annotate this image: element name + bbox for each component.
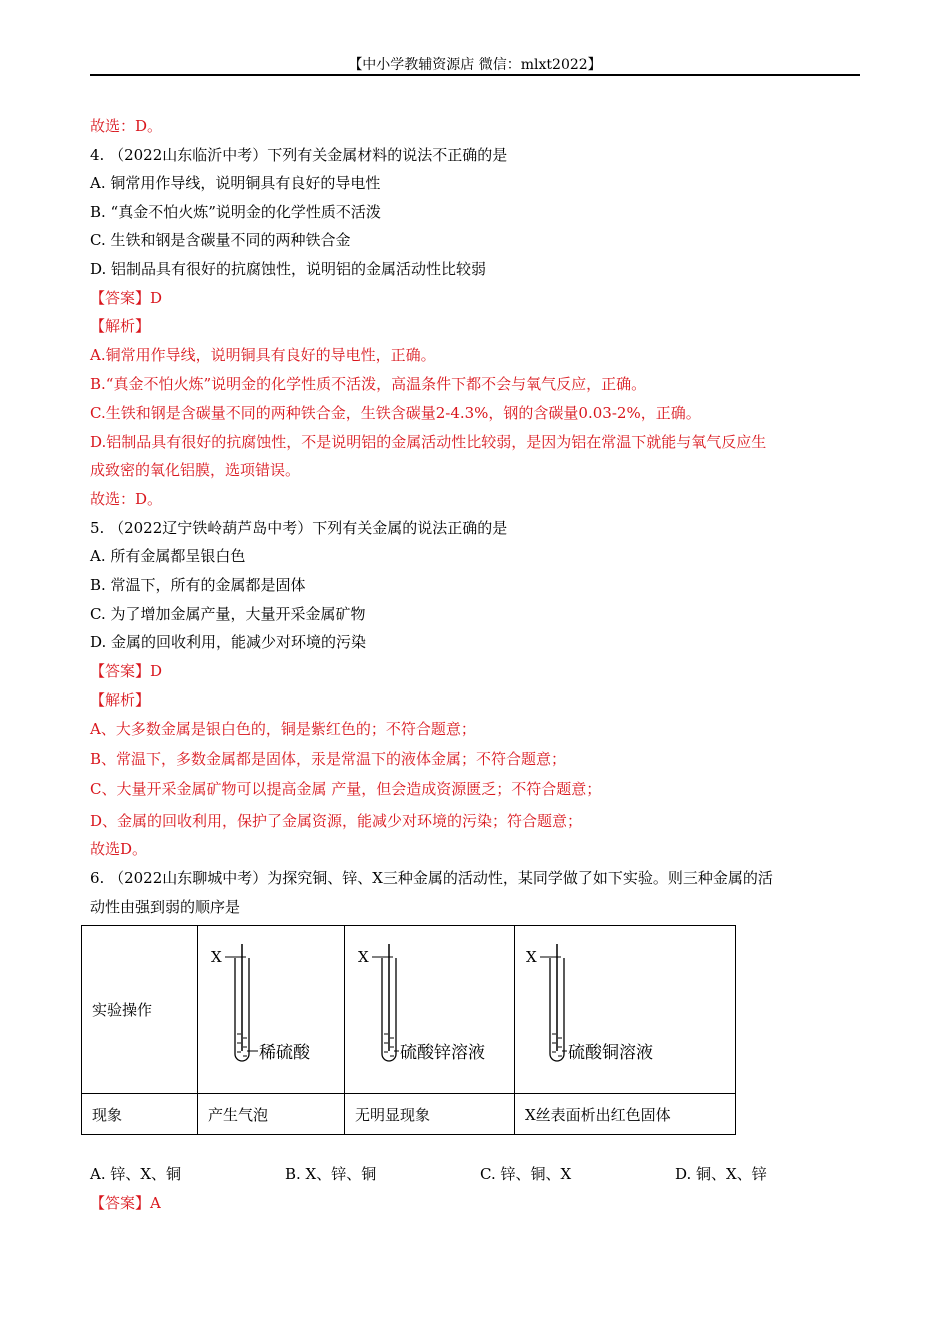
phenomenon-cell: 无明显现象 <box>345 1094 515 1135</box>
text-line: A. 所有金属都呈银白色 <box>90 547 246 565</box>
text-line: D、金属的回收利用，保护了金属资源，能减少对环境的污染；符合题意； <box>90 812 583 830</box>
option-b: B. X、锌、铜 <box>285 1165 377 1183</box>
text-line: 【答案】D <box>90 289 163 307</box>
text-line: D.铝制品具有很好的抗腐蚀性，不是说明铝的金属活动性比较弱，是因为铝在常温下就能与氧气反应生 <box>90 433 767 451</box>
test-tube-diagram <box>345 926 515 1093</box>
solution-label: 硫酸锌溶液 <box>400 1043 485 1063</box>
text-line: C、大量开采金属矿物可以提高金属 产量，但会造成资源匮乏；不符合题意； <box>90 780 602 798</box>
test-tube-diagram <box>198 926 345 1093</box>
text-line: B.“真金不怕火炼”说明金的化学性质不活泼，高温条件下都不会与氧气反应，正确。 <box>90 375 647 393</box>
option-c: C. 锌、铜、X <box>480 1165 572 1183</box>
text-line: B. “真金不怕火炼”说明金的化学性质不活泼 <box>90 203 381 221</box>
text-line: C.生铁和钢是含碳量不同的两种铁合金，生铁含碳量2-4.3%，钢的含碳量0.03-2%，正确。 <box>90 404 701 422</box>
option-d: D. 铜、X、锌 <box>675 1165 767 1183</box>
text-line: 动性由强到弱的顺序是 <box>90 898 241 916</box>
metal-label: X <box>211 948 222 966</box>
text-line: A. 铜常用作导线，说明铜具有良好的导电性 <box>90 174 381 192</box>
row-label-operation: 实验操作 <box>82 926 198 1094</box>
experiment-cell <box>198 926 345 1094</box>
row-label-phenomenon: 现象 <box>82 1094 198 1135</box>
text-line: C. 生铁和钢是含碳量不同的两种铁合金 <box>90 231 351 249</box>
test-tube-diagram <box>515 926 736 1093</box>
text-line: B、常温下，多数金属都是固体，汞是常温下的液体金属；不符合题意； <box>90 750 567 768</box>
text-line: 【解析】 <box>90 691 151 709</box>
solution-label: 硫酸铜溶液 <box>568 1043 653 1063</box>
experiment-cell <box>345 926 515 1094</box>
solution-label: 稀硫酸 <box>259 1043 310 1063</box>
text-line: A、大多数金属是银白色的，铜是紫红色的；不符合题意； <box>90 720 476 738</box>
text-line: 6. （2022山东聊城中考）为探究铜、锌、X三种金属的活动性，某同学做了如下实验。则三种金属的活 <box>90 869 773 887</box>
text-line: 成致密的氧化铝膜，选项错误。 <box>90 461 301 479</box>
experiment-table <box>81 925 736 1135</box>
phenomenon-cell: X丝表面析出红色固体 <box>515 1094 736 1135</box>
text-line: 【解析】 <box>90 317 151 335</box>
text-line: 【答案】D <box>90 662 163 680</box>
answer-label: 【答案】A <box>90 1194 161 1212</box>
header-rule <box>90 74 860 76</box>
table-row <box>82 1094 736 1135</box>
text-line: 故选D。 <box>90 840 148 858</box>
text-line: D. 金属的回收利用，能减少对环境的污染 <box>90 633 367 651</box>
option-a: A. 锌、X、铜 <box>90 1165 182 1183</box>
text-line: 故选：D。 <box>90 490 163 508</box>
text-line: 故选：D。 <box>90 117 163 135</box>
text-line: 5. （2022辽宁铁岭葫芦岛中考）下列有关金属的说法正确的是 <box>90 519 508 537</box>
text-line: 4. （2022山东临沂中考）下列有关金属材料的说法不正确的是 <box>90 146 508 164</box>
metal-label: X <box>526 948 537 966</box>
page-header: 【中小学教辅资源店 微信：mlxt2022】 <box>348 57 602 73</box>
experiment-cell <box>515 926 736 1094</box>
text-line: D. 铝制品具有很好的抗腐蚀性，说明铝的金属活动性比较弱 <box>90 260 487 278</box>
phenomenon-cell: 产生气泡 <box>198 1094 345 1135</box>
text-line: A.铜常用作导线，说明铜具有良好的导电性，正确。 <box>90 346 436 364</box>
text-line: C. 为了增加金属产量，大量开采金属矿物 <box>90 605 366 623</box>
table-row <box>82 926 736 1094</box>
text-line: B. 常温下，所有的金属都是固体 <box>90 576 306 594</box>
metal-label: X <box>358 948 369 966</box>
